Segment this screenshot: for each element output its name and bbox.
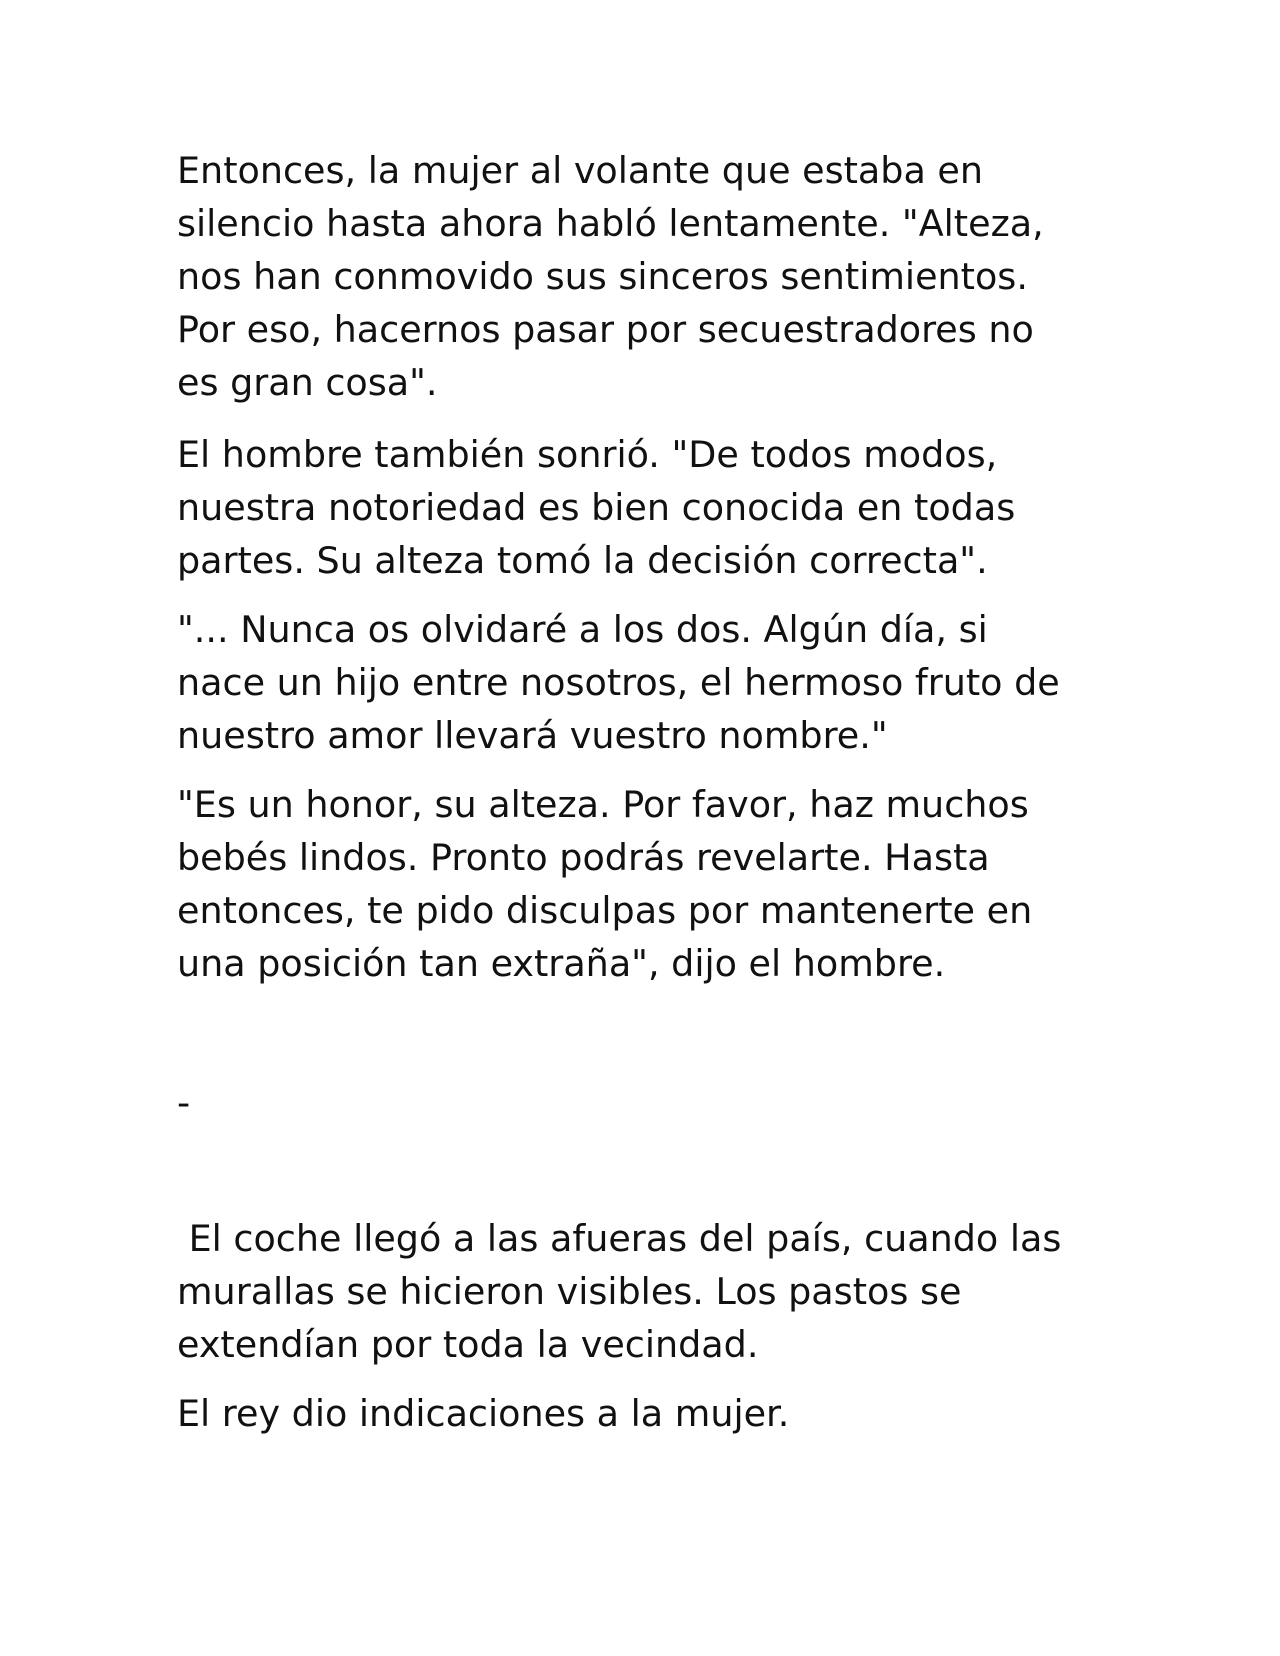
- paragraph-line: El rey dio indicaciones a la mujer.: [177, 1392, 790, 1435]
- paragraph-4: [177, 778, 1117, 990]
- paragraph-1: [177, 144, 1117, 409]
- paragraph-line: El hombre también sonrió. "De todos modos,: [177, 433, 998, 476]
- scene-separator: [177, 1076, 1117, 1129]
- paragraph-line: El coche llegó a las afueras del país, cuando las: [177, 1217, 1062, 1260]
- separator-mark: -: [177, 1081, 191, 1124]
- paragraph-line: "Es un honor, su alteza. Por favor, haz muchos: [177, 783, 1029, 826]
- paragraph-line: es gran cosa".: [177, 361, 438, 404]
- paragraph-line: nuestra notoriedad es bien conocida en todas: [177, 486, 1016, 529]
- paragraph-3: [177, 603, 1117, 762]
- paragraph-line: extendían por toda la vecindad.: [177, 1323, 759, 1366]
- paragraph-line: "... Nunca os olvidaré a los dos. Algún día, si: [177, 608, 988, 651]
- paragraph-2: [177, 428, 1117, 587]
- paragraph-line: Por eso, hacernos pasar por secuestradores no: [177, 308, 1034, 351]
- paragraph-line: murallas se hicieron visibles. Los pastos se: [177, 1270, 962, 1313]
- paragraph-line: bebés lindos. Pronto podrás revelarte. Hasta: [177, 836, 990, 879]
- paragraph-line: partes. Su alteza tomó la decisión correcta".: [177, 539, 988, 582]
- paragraph-line: entonces, te pido disculpas por mantenerte en: [177, 889, 1033, 932]
- paragraph-line: una posición tan extraña", dijo el hombre.: [177, 942, 946, 985]
- paragraph-line: silencio hasta ahora habló lentamente. "Alteza,: [177, 202, 1044, 245]
- paragraph-5: [177, 1212, 1117, 1371]
- paragraph-line: Entonces, la mujer al volante que estaba en: [177, 149, 984, 192]
- paragraph-6: [177, 1387, 1117, 1440]
- paragraph-line: nuestro amor llevará vuestro nombre.": [177, 714, 888, 757]
- paragraph-line: nos han conmovido sus sinceros sentimientos.: [177, 255, 1028, 298]
- paragraph-line: nace un hijo entre nosotros, el hermoso fruto de: [177, 661, 1060, 704]
